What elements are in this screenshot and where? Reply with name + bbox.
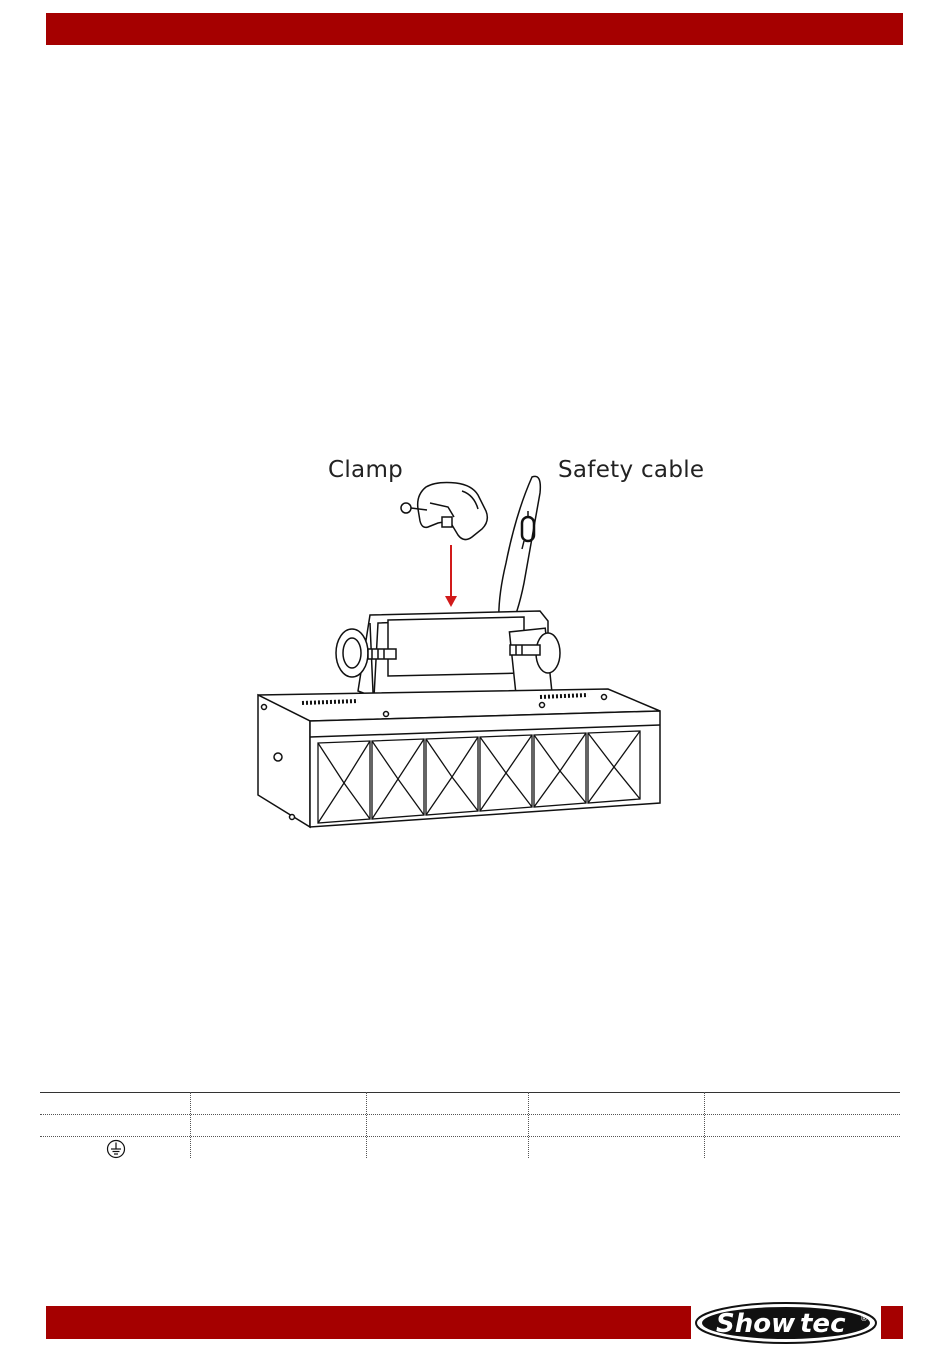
clamp-label: Clamp (328, 457, 404, 483)
table-column-divider (528, 1092, 529, 1158)
wiring-table (40, 1092, 900, 1158)
arrow-down-icon (445, 545, 457, 607)
header-bar (46, 13, 903, 45)
table-header-row (40, 1092, 900, 1115)
table-row (40, 1136, 900, 1158)
logo-graphic (694, 1301, 878, 1345)
table-column-divider (190, 1092, 191, 1158)
safety-cable-label: Safety cable (558, 457, 705, 483)
svg-text:Show: Show (716, 1309, 796, 1339)
clamp-drawing (401, 483, 487, 540)
earth-ground-icon (106, 1139, 126, 1159)
footer-bar (46, 1306, 691, 1339)
mounting-illustration (230, 445, 730, 845)
table-column-divider (704, 1092, 705, 1158)
light-bar-drawing (230, 445, 730, 845)
svg-text:tec: tec (800, 1309, 846, 1339)
table-column-divider (366, 1092, 367, 1158)
showtec-logo (694, 1301, 878, 1345)
table-row (40, 1114, 900, 1137)
svg-text:®: ® (860, 1314, 868, 1323)
footer-bar-end (881, 1306, 903, 1339)
